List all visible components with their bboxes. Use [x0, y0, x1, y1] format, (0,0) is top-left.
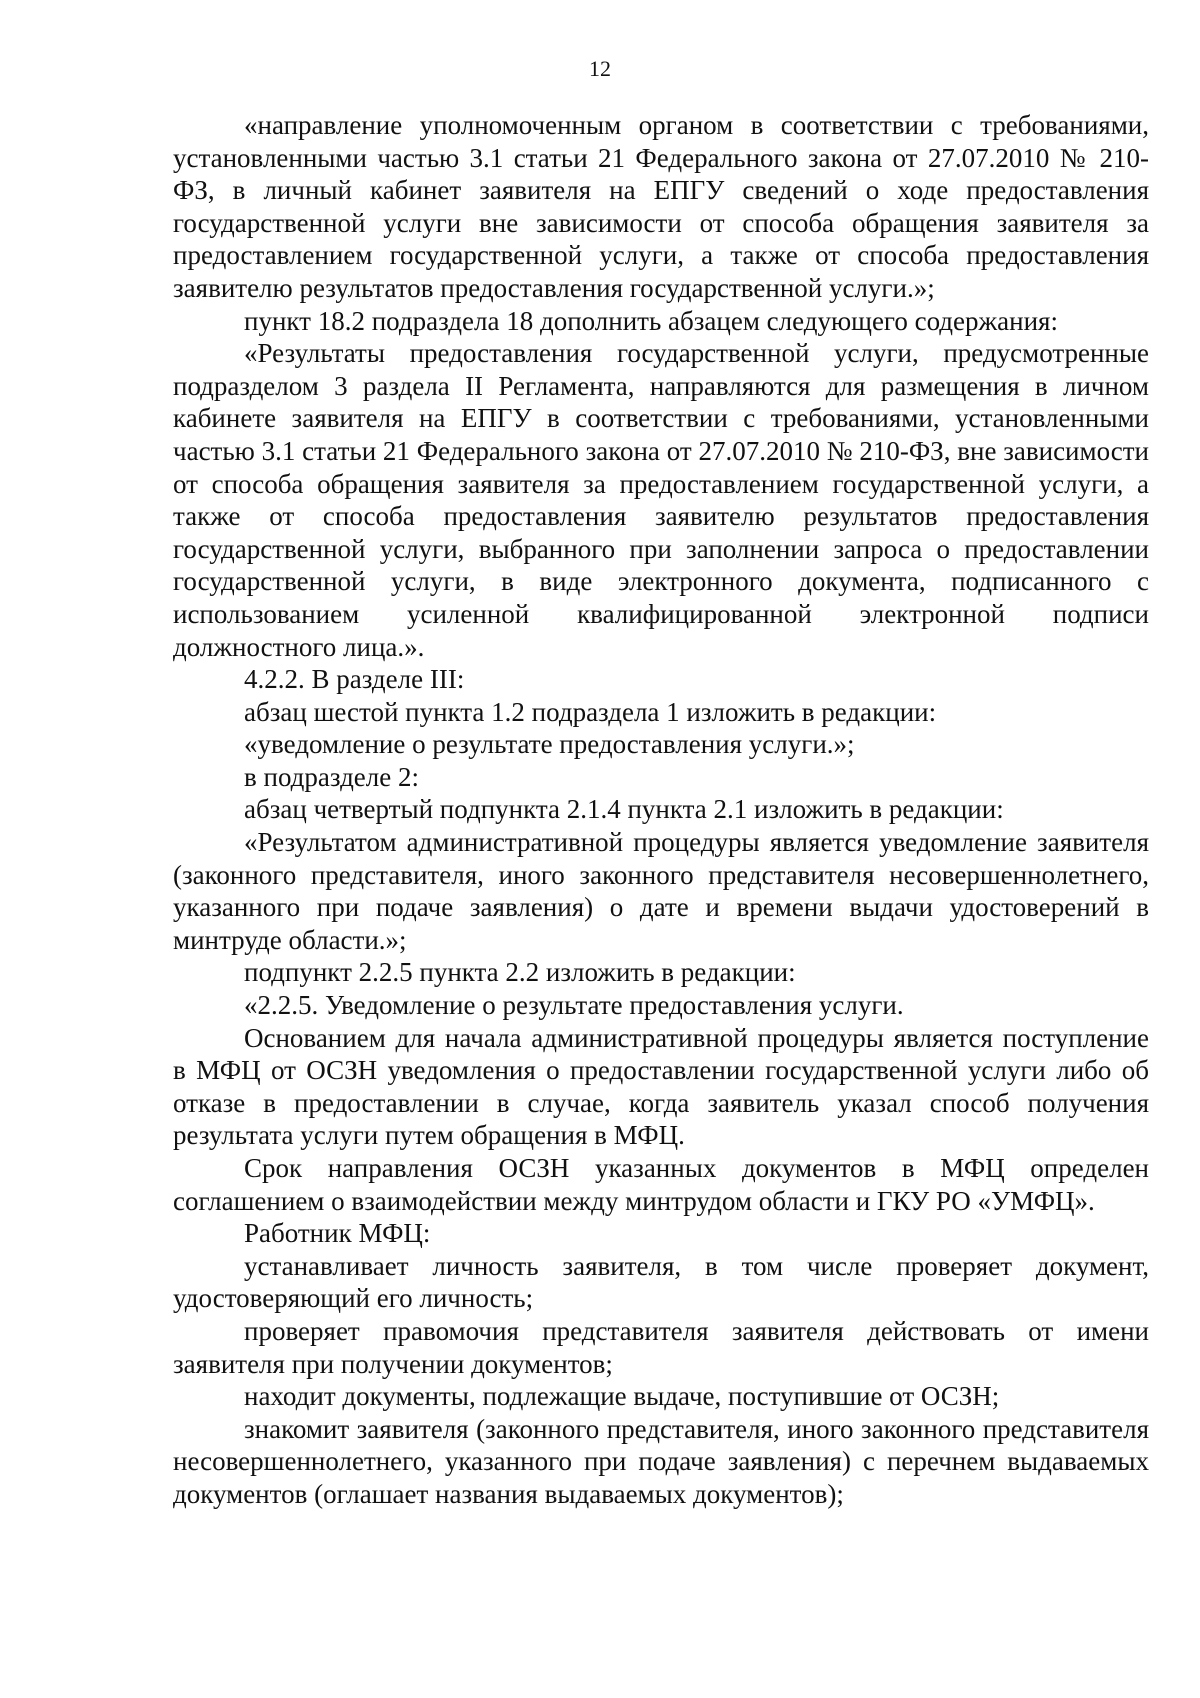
paragraph-results-clause: «Результаты предоставления государственной услуги, предусмотренные подразделом 3 раздела II Регламента, направляются для размещения в личном кабинете заявителя на ЕПГУ в соответствии с требованиями, установленными частью 3.1 статьи 21 Федерального закона от 27.07.2010 № 210-ФЗ, вне зависимости от способа обращения заявителя за предоставлением государственной услуги, а также от способа предоставления заявителю результатов предоставления государственной услуги, выбранного при заполнении запроса о предоставлении государственной услуги, в виде электронного документа, подписанного с использованием усиленной квалифицированной электронной подписи должностного лица.». [173, 338, 1149, 662]
paragraph-identity-check: устанавливает личность заявителя, в том числе проверяет документ, удостоверяющий его личность; [173, 1250, 1149, 1314]
paragraph-find-documents: находит документы, подлежащие выдаче, поступившие от ОСЗН; [244, 1381, 1000, 1412]
paragraph-mfc-worker: Работник МФЦ: [244, 1218, 431, 1249]
paragraph-authority-check: проверяет правомочия представителя заявителя действовать от имени заявителя при получении документов; [173, 1315, 1149, 1379]
paragraph-amend-2-1-4: абзац четвертый подпункта 2.1.4 пункта 2.1 изложить в редакции: [244, 794, 1004, 825]
page-number: 12 [589, 56, 611, 81]
paragraph-deadline: Срок направления ОСЗН указанных документов в МФЦ определен соглашением о взаимодействии между минтрудом области и ГКУ РО «УМФЦ». [173, 1153, 1149, 1216]
paragraph-notification-result: «уведомление о результате предоставления услуги.»; [244, 729, 855, 760]
paragraph-procedure-basis: Основанием для начала административной процедуры является поступление в МФЦ от ОСЗН уведомления о предоставлении государственной услуги либо об отказе в предоставлении в случае, когда заявитель указал способ получения результата услуги путем обращения в МФЦ. [173, 1022, 1149, 1151]
paragraph-amend-18-2: пункт 18.2 подраздела 18 дополнить абзацем следующего содержания: [244, 305, 1058, 336]
paragraph-procedure-result: «Результатом административной процедуры является уведомление заявителя (законного представителя, иного законного представителя несовершеннолетнего, указанного при подаче заявления) о дате и времени выдачи удостоверений в минтруде области.»; [173, 827, 1149, 955]
paragraph-subsection-2: в подразделе 2: [244, 761, 419, 792]
paragraph-2-2-5-heading: «2.2.5. Уведомление о результате предоставления услуги. [244, 990, 904, 1021]
paragraph-introduce-documents: знакомит заявителя (законного представителя, иного законного представителя несовершеннолетнего, указанного при подаче заявления) с перечнем выдаваемых документов (оглашает названия выдаваемых документов); [173, 1413, 1149, 1509]
paragraph-section-3-heading: 4.2.2. В разделе III: [244, 664, 465, 695]
document-body [173, 109, 1149, 1511]
paragraph-amend-2-2-5: подпункт 2.2.5 пункта 2.2 изложить в редакции: [244, 957, 796, 988]
paragraph-amend-1-2: абзац шестой пункта 1.2 подраздела 1 изложить в редакции: [244, 696, 937, 727]
paragraph-notification-clause: «направление уполномоченным органом в соответствии с требованиями, установленными частью 3.1 статьи 21 Федерального закона от 27.07.2010 № 210-ФЗ, в личный кабинет заявителя на ЕПГУ сведений о ходе предоставления государственной услуги вне зависимости от способа обращения заявителя за предоставлением государственной услуги, а также от способа предоставления заявителю результатов предоставления государственной услуги.»; [173, 110, 1149, 303]
